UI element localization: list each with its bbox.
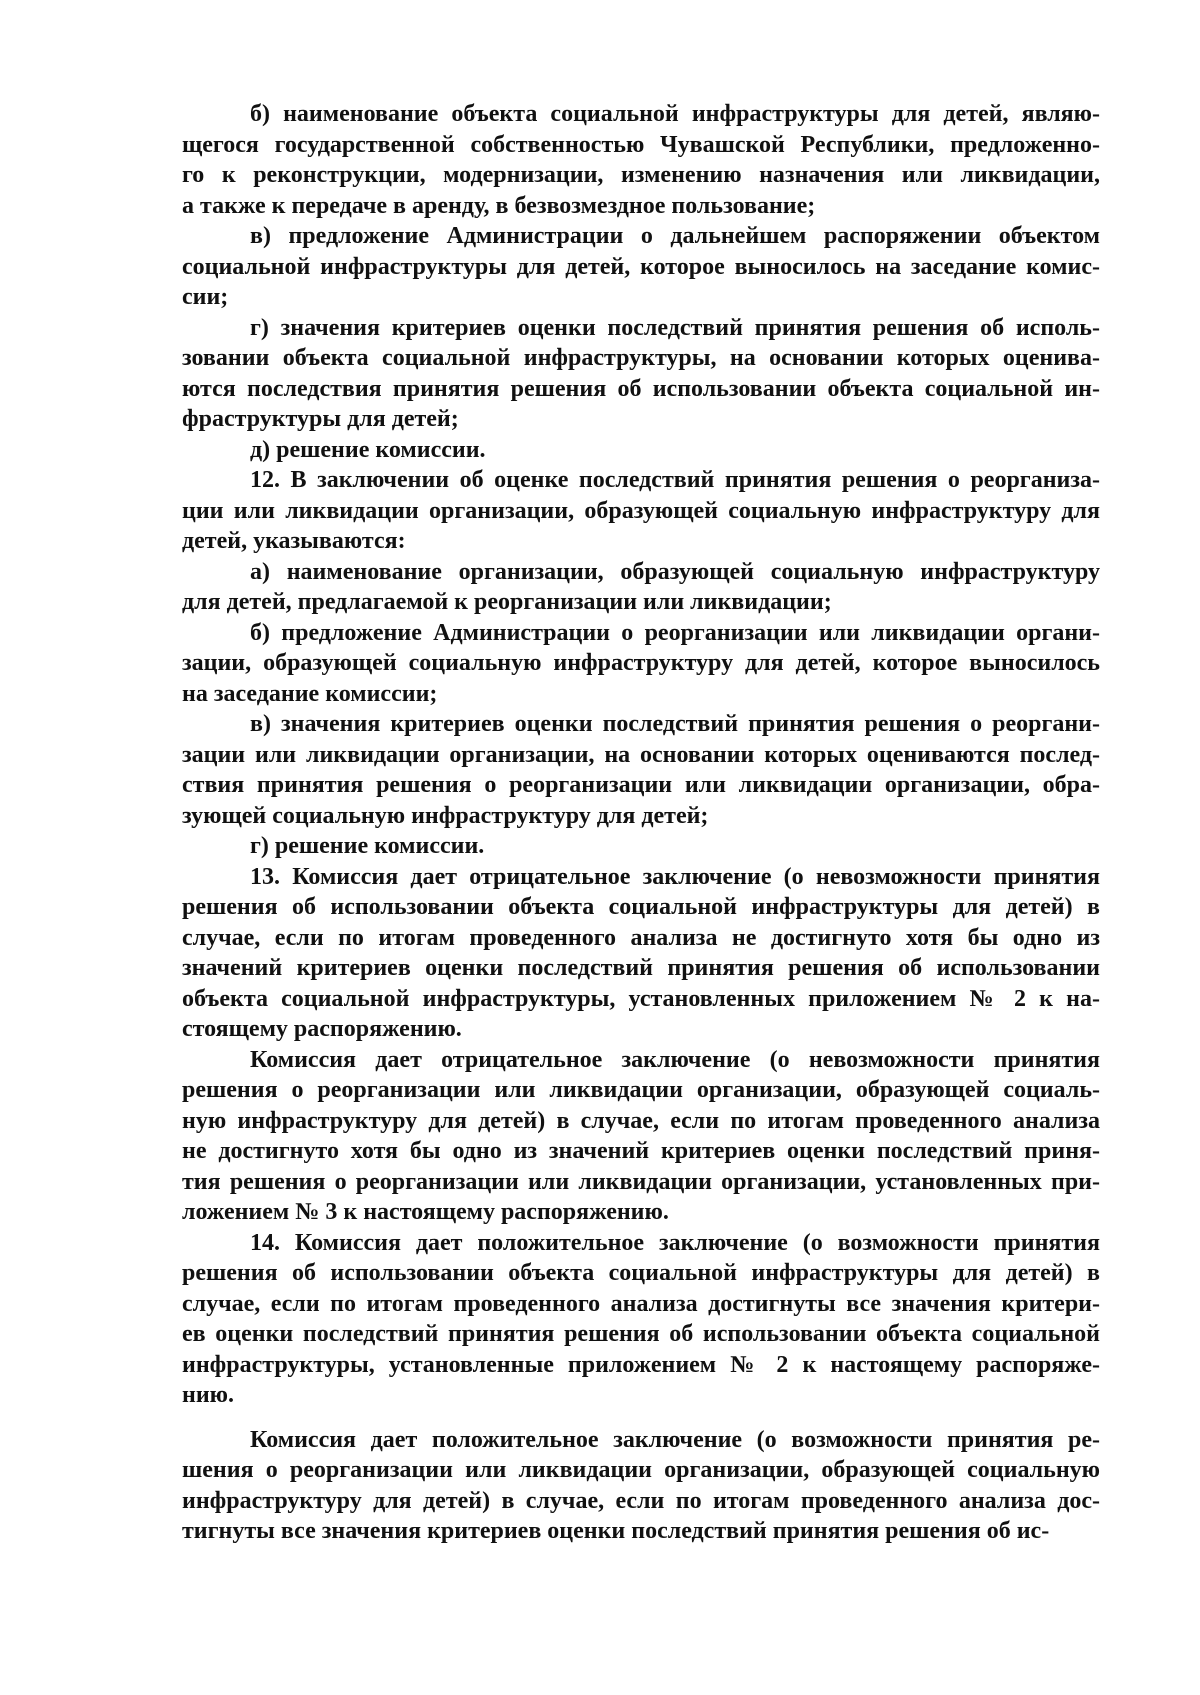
paragraph-line: сии; <box>182 284 229 310</box>
paragraph-line: ются последствия принятия решения об использовании объекта социальной ин- <box>182 375 1100 402</box>
paragraph-line: случае, если по итогам проведенного анализа не достигнуто хотя бы одно из <box>182 924 1100 951</box>
paragraph-line: Комиссия дает положительное заключение (о возможности принятия ре- <box>250 1426 1100 1453</box>
paragraph-line: решения об использовании объекта социальной инфраструктуры для детей) в <box>182 894 1100 920</box>
paragraph-line: зации, образующей социальную инфраструктуру для детей, которое выносилось <box>182 650 1100 676</box>
paragraph-line: ложением № 3 к настоящему распоряжению. <box>182 1199 669 1225</box>
paragraph-line: а также к передаче в аренду, в безвозмездное пользование; <box>182 192 816 219</box>
paragraph-line: стоящему распоряжению. <box>182 1016 462 1042</box>
paragraph-line: шения о реорганизации или ликвидации организации, образующей социальную <box>182 1457 1100 1483</box>
paragraph-line: ствия принятия решения о реорганизации или ликвидации организации, обра- <box>182 772 1100 798</box>
paragraph-line: ции или ликвидации организации, образующей социальную инфраструктуру для <box>182 497 1100 524</box>
paragraph-line: 14. Комиссия дает положительное заключение (о возможности принятия <box>250 1229 1100 1256</box>
paragraph-line: не достигнуто хотя бы одно из значений критериев оценки последствий приня- <box>182 1138 1100 1164</box>
paragraph-line: решения о реорганизации или ликвидации организации, образующей социаль- <box>182 1077 1100 1103</box>
document-paragraph <box>182 1045 1100 1228</box>
paragraph-line: инфраструктуру для детей) в случае, если по итогам проведенного анализа дос- <box>182 1487 1100 1514</box>
paragraph-line: решения об использовании объекта социальной инфраструктуры для детей) в <box>182 1260 1100 1286</box>
paragraph-line: ную инфраструктуру для детей) в случае, если по итогам проведенного анализа <box>182 1107 1100 1134</box>
paragraph-line: г) значения критериев оценки последствий принятия решения об исполь- <box>250 314 1100 341</box>
paragraph-line: социальной инфраструктуры для детей, которое выносилось на заседание комис- <box>182 253 1100 280</box>
paragraph-line: Комиссия дает отрицательное заключение (о невозможности принятия <box>250 1046 1100 1073</box>
paragraph-line: в) значения критериев оценки последствий принятия решения о реоргани- <box>250 711 1100 737</box>
paragraph-line: 13. Комиссия дает отрицательное заключение (о невозможности принятия <box>250 863 1100 890</box>
paragraph-line: 12. В заключении об оценке последствий принятия решения о реорганиза- <box>250 467 1100 493</box>
document-body <box>182 99 1100 1547</box>
paragraph-line: для детей, предлагаемой к реорганизации или ликвидации; <box>182 589 832 615</box>
paragraph-line: нию. <box>182 1382 234 1408</box>
paragraph-line: б) предложение Администрации о реорганизации или ликвидации органи- <box>250 619 1100 646</box>
paragraph-line: ев оценки последствий принятия решения об использовании объекта социальной <box>182 1321 1100 1347</box>
document-paragraph <box>182 313 1100 435</box>
paragraph-line: г) решение комиссии. <box>250 833 485 859</box>
document-paragraph <box>182 709 1100 831</box>
document-paragraph <box>182 557 1100 618</box>
document-paragraph <box>182 435 1100 466</box>
paragraph-line: фраструктуры для детей; <box>182 406 459 432</box>
paragraph-line: случае, если по итогам проведенного анализа достигнуты все значения критери- <box>182 1290 1100 1317</box>
document-paragraph <box>182 465 1100 557</box>
paragraph-line: го к реконструкции, модернизации, изменению назначения или ликвидации, <box>182 162 1100 188</box>
document-paragraph <box>182 862 1100 1045</box>
paragraph-line: д) решение комиссии. <box>250 436 486 463</box>
document-paragraph <box>182 1425 1100 1547</box>
paragraph-line: тигнуты все значения критериев оценки последствий принятия решения об ис- <box>182 1518 1050 1544</box>
paragraph-line: б) наименование объекта социальной инфраструктуры для детей, являю- <box>250 101 1100 127</box>
paragraph-line: на заседание комиссии; <box>182 680 438 707</box>
paragraph-line: в) предложение Администрации о дальнейшем распоряжении объектом <box>250 223 1100 249</box>
paragraph-line: тия решения о реорганизации или ликвидации организации, установленных при- <box>182 1168 1100 1195</box>
document-paragraph <box>182 221 1100 313</box>
paragraph-line: инфраструктуры, установленные приложением № 2 к настоящему распоряже- <box>182 1351 1100 1378</box>
paragraph-line: зовании объекта социальной инфраструктуры, на основании которых оценива- <box>182 345 1100 371</box>
document-paragraph <box>182 831 1100 862</box>
paragraph-line: а) наименование организации, образующей социальную инфраструктуру <box>250 558 1100 585</box>
paragraph-line: зации или ликвидации организации, на основании которых оцениваются послед- <box>182 741 1100 768</box>
document-paragraph <box>182 99 1100 221</box>
paragraph-line: щегося государственной собственностью Чувашской Республики, предложенно- <box>182 131 1100 158</box>
paragraph-line: объекта социальной инфраструктуры, установленных приложением № 2 к на- <box>182 985 1100 1012</box>
paragraph-line: зующей социальную инфраструктуру для детей; <box>182 802 709 829</box>
document-paragraph <box>182 1228 1100 1411</box>
document-paragraph <box>182 618 1100 710</box>
paragraph-line: детей, указываются: <box>182 528 406 554</box>
paragraph-line: значений критериев оценки последствий принятия решения об использовании <box>182 955 1100 981</box>
